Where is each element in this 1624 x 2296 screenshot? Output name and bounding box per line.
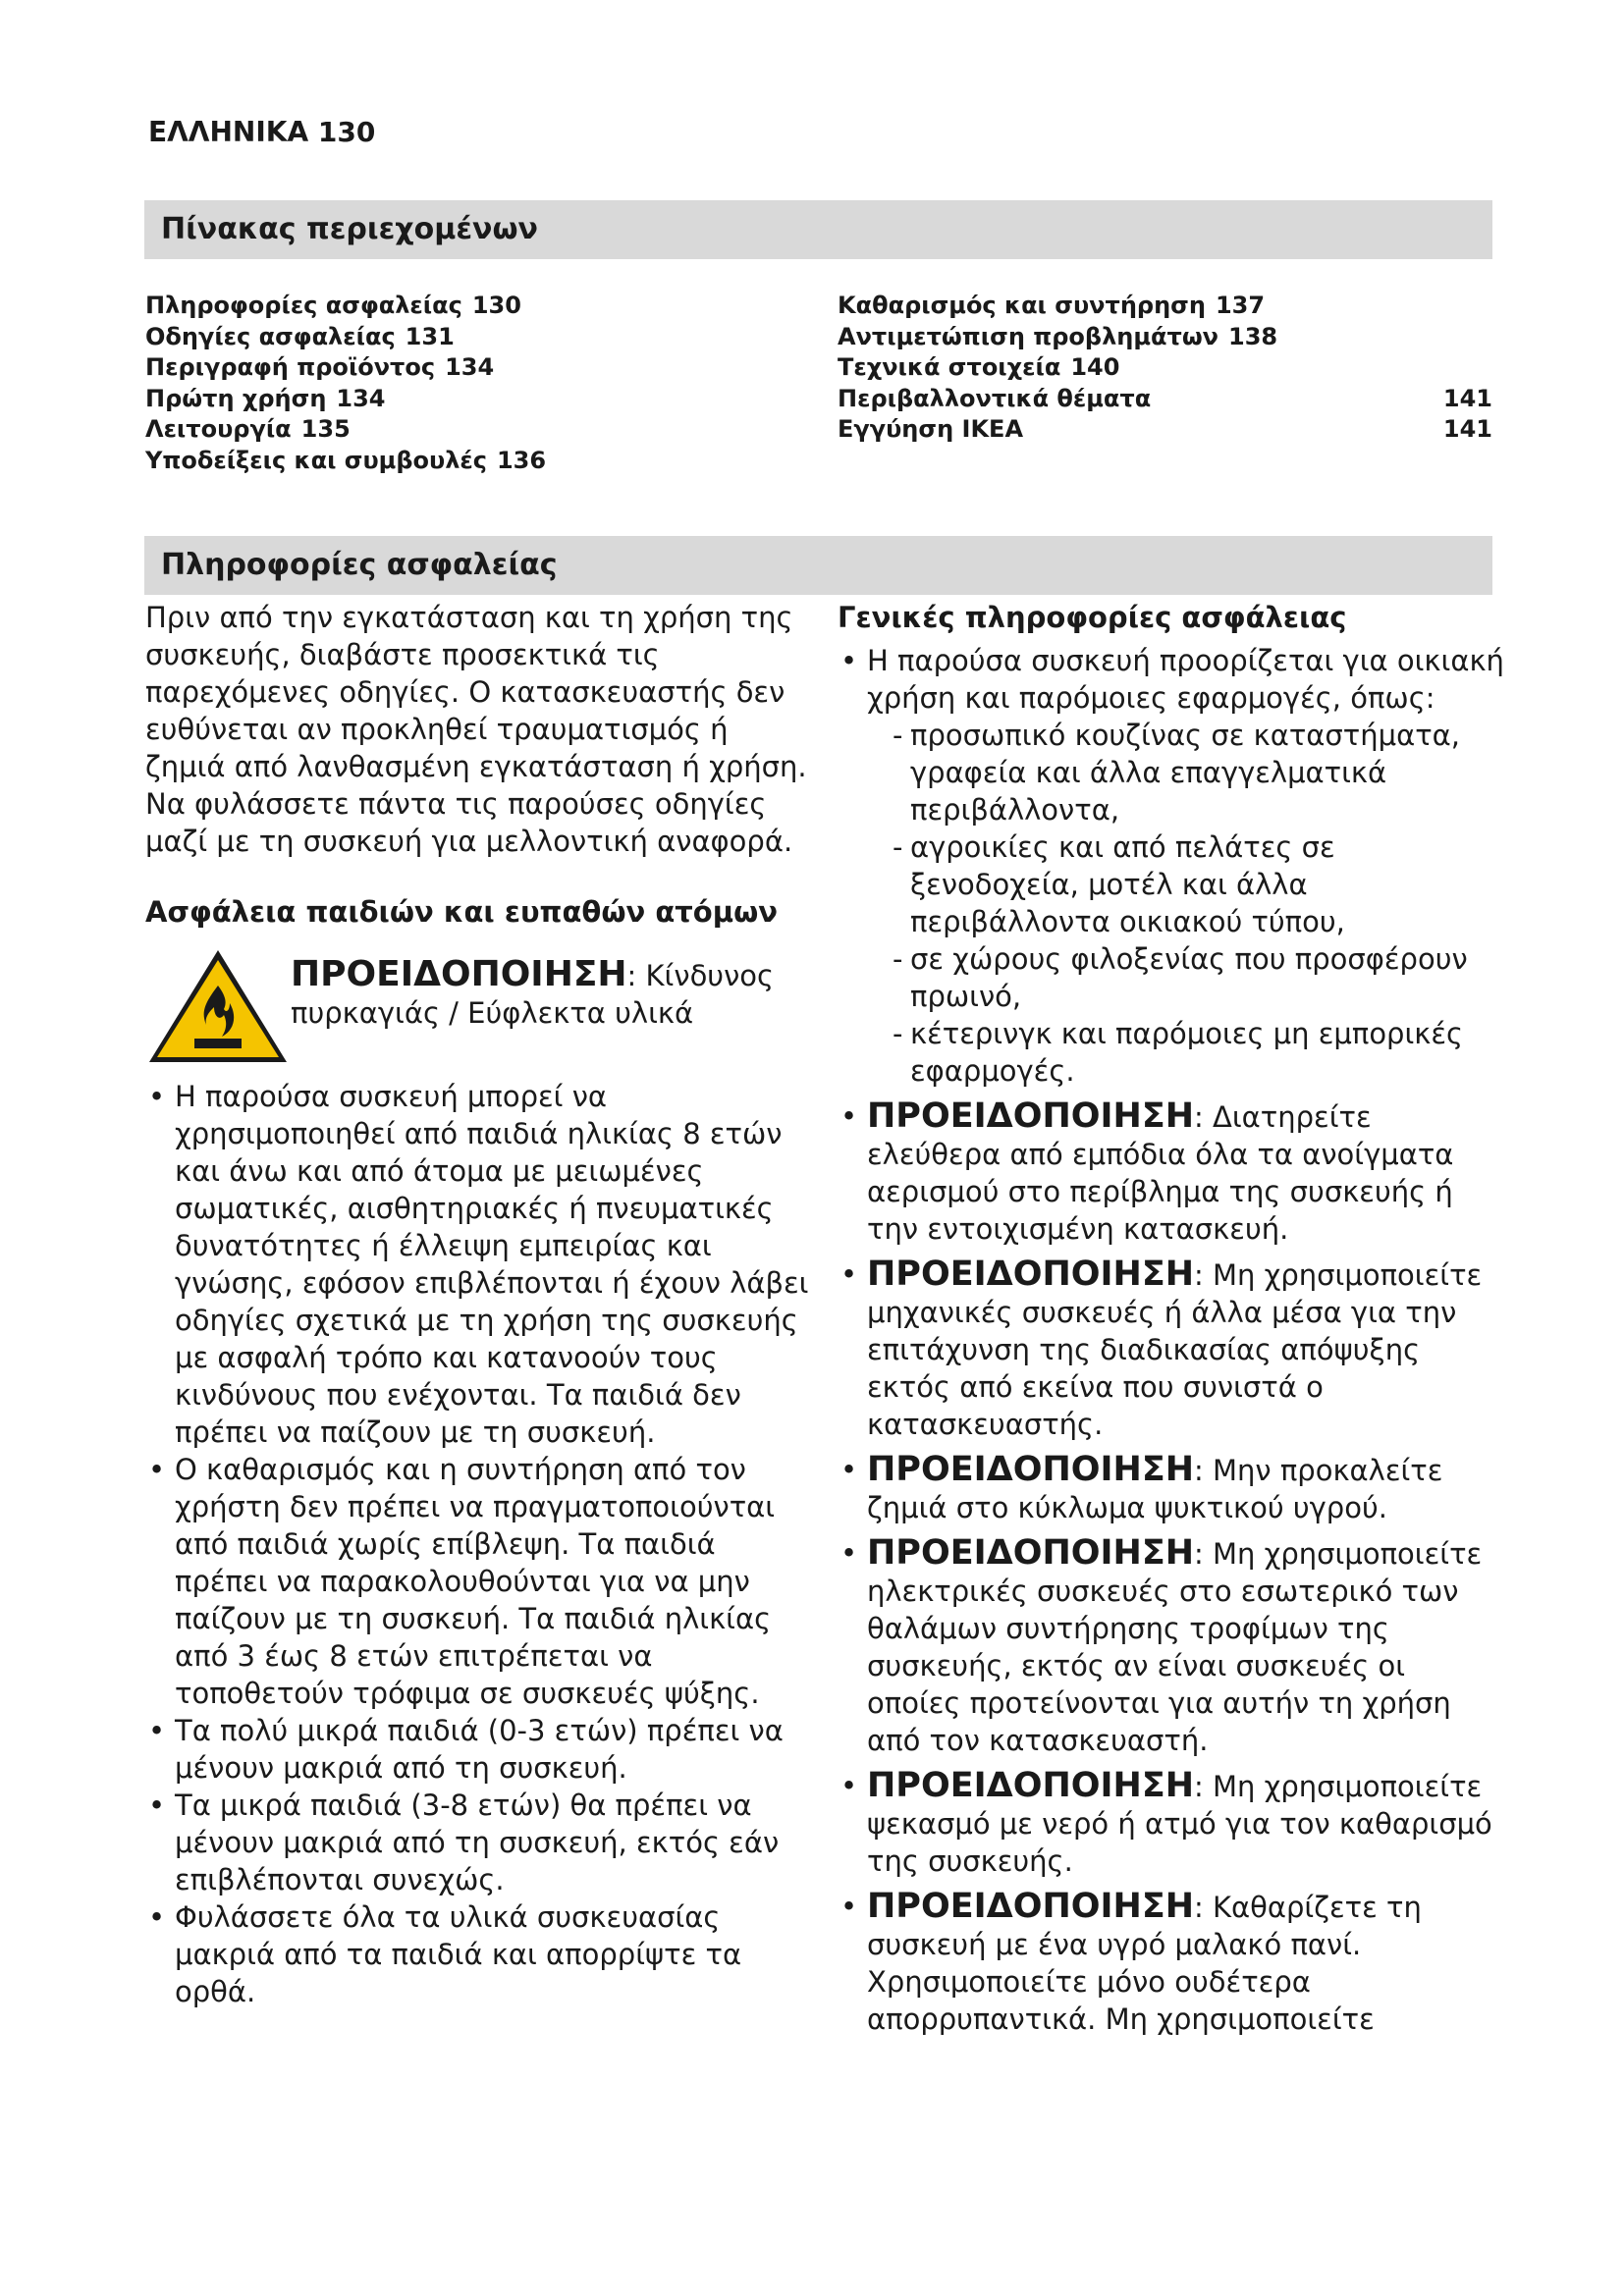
- toc-entry[interactable]: [145, 414, 774, 446]
- warning-label: ΠΡΟΕΙΔΟΠΟΙΗΣΗ: [867, 1533, 1195, 1573]
- toc-entry-title: Περιγραφή προϊόντος: [145, 353, 436, 381]
- safety-right-column: [838, 599, 1505, 2038]
- toc-entry-title: Πρώτη χρήση: [145, 384, 327, 412]
- warning-label: ΠΡΟΕΙΔΟΠΟΙΗΣΗ: [867, 1766, 1195, 1805]
- toc-entry-title: Περιβαλλοντικά θέματα: [838, 384, 1152, 412]
- toc-entry[interactable]: [838, 291, 1492, 322]
- general-heading: Γενικές πληροφορίες ασφάλειας: [838, 601, 1347, 634]
- general-intro-text: Η παρούσα συσκευή προορίζεται για οικιακή χρήση και παρόμοιες εφαρμογές, όπως:: [867, 644, 1504, 715]
- toc-entry[interactable]: [145, 352, 774, 384]
- toc-entry-page: 131: [405, 322, 455, 350]
- toc-left-column: [145, 291, 774, 476]
- toc-entry[interactable]: [145, 446, 774, 477]
- warning-description: : Καθαρίζετε τη συσκευή με ένα υγρό μαλακό πανί. Χρησιμοποιείτε μόνο ουδέτερα απορρυπαντικά. Μη χρησιμοποιείτε: [867, 1891, 1422, 2036]
- toc-title-bar: [144, 200, 1492, 259]
- list-item: • Τα πολύ μικρά παιδιά (0-3 ετών) πρέπει να μένουν μακριά από τη συσκευή.: [145, 1712, 813, 1787]
- list-item: • Τα μικρά παιδιά (3-8 ετών) θα πρέπει να μένουν μακριά από τη συσκευή, εκτός εάν επιβλέπονται συνεχώς.: [145, 1787, 813, 1898]
- warning-label: ΠΡΟΕΙΔΟΠΟΙΗΣΗ: [291, 954, 627, 994]
- toc-entry[interactable]: [145, 384, 774, 415]
- toc-entry-title: Υποδείξεις και συμβουλές: [145, 446, 487, 474]
- warning-label: ΠΡΟΕΙΔΟΠΟΙΗΣΗ: [867, 1096, 1195, 1136]
- toc-entry-page: 134: [445, 353, 495, 381]
- warning-item: [838, 1767, 1505, 1880]
- toc-entry-page: 138: [1228, 322, 1278, 350]
- sublist-item: - προσωπικό κουζίνας σε καταστήματα, γραφεία και άλλα επαγγελματικά περιβάλλοντα,: [893, 717, 1505, 828]
- children-heading: Ασφάλεια παιδιών και ευπαθών ατόμων: [145, 895, 779, 929]
- safety-left-column: [145, 599, 813, 2010]
- sublist-item: - αγροικίες και από πελάτες σε ξενοδοχεία, μοτέλ και άλλα περιβάλλοντα οικιακού τύπου,: [893, 828, 1505, 940]
- fire-hazard-icon: [145, 946, 291, 1066]
- warning-description: : Μη χρησιμοποιείτε ψεκασμό με νερό ή ατμό για τον καθαρισμό της συσκευής.: [867, 1770, 1492, 1878]
- usage-sublist: [867, 717, 1505, 1090]
- toc-entry-title: Λειτουργία: [145, 415, 292, 443]
- warning-description: : Διατηρείτε ελεύθερα από εμπόδια όλα τα ανοίγματα αερισμού στο περίβλημα της συσκευής ή την εντοιχισμένη κατασκευή.: [867, 1100, 1454, 1246]
- toc-right-column: [838, 291, 1492, 446]
- toc-entry-title: Αντιμετώπιση προβλημάτων: [838, 322, 1219, 350]
- toc-entry-title: Εγγύηση IKEA: [838, 415, 1024, 443]
- list-item: • Φυλάσσετε όλα τα υλικά συσκευασίας μακριά από τα παιδιά και απορρίψτε τα ορθά.: [145, 1898, 813, 2010]
- fire-warning: [145, 946, 813, 1066]
- warning-label: ΠΡΟΕΙΔΟΠΟΙΗΣΗ: [867, 1450, 1195, 1489]
- toc-entry-title: Καθαρισμός και συντήρηση: [838, 292, 1206, 319]
- warning-label: ΠΡΟΕΙΔΟΠΟΙΗΣΗ: [867, 1887, 1195, 1926]
- warning-description: : Μη χρησιμοποιείτε μηχανικές συσκευές ή άλλα μέσα για την επιτάχυνση της διαδικασίας απόψυξης εκτός από εκείνα που συνιστά ο κατασκευαστής.: [867, 1258, 1483, 1441]
- toc-entry-page: 135: [300, 415, 351, 443]
- fire-warning-text: [291, 946, 813, 1032]
- warning-item: [838, 1451, 1505, 1526]
- list-item: • Η παρούσα συσκευή μπορεί να χρησιμοποιηθεί από παιδιά ηλικίας 8 ετών και άνω και από άτομα με μειωμένες σωματικές, αισθητηριακές ή πνευματικές δυνατότητες ή έλλειψη εμπειρίας και γνώσης, εφόσον επιβλέπονται ή έχουν λάβει οδηγίες σχετικά με τη χρήση της συσκευής με ασφαλή τρόπο και κατανοούν τους κινδύνους που ενέχονται. Τα παιδιά δεν πρέπει να παίζουν με τη συσκευή.: [145, 1078, 813, 1451]
- safety-intro: Πριν από την εγκατάσταση και τη χρήση της συσκευής, διαβάστε προσεκτικά τις παρεχόμενες οδηγίες. Ο κατασκευαστής δεν ευθύνεται αν προκληθεί τραυματισμός ή ζημιά από λανθασμένη εγκατάσταση ή χρήση. Να φυλάσσετε πάντα τις παρούσες οδηγίες μαζί με τη συσκευή για μελλοντική αναφορά.: [145, 601, 807, 858]
- toc-entry-title: Οδηγίες ασφαλείας: [145, 322, 396, 350]
- toc-entry-page: 134: [336, 384, 386, 412]
- toc-entry[interactable]: [145, 291, 774, 322]
- list-item: [838, 642, 1505, 1090]
- warning-description: : Μη χρησιμοποιείτε ηλεκτρικές συσκευές στο εσωτερικό των θαλάμων συντήρησης τροφίμων της συσκευής, εκτός αν είναι συσκευές οι οποίες προτείνονται για αυτήν τη χρήση από τον κατασκευαστή.: [867, 1537, 1483, 1757]
- warning-item: [838, 1888, 1505, 2038]
- toc-entry-page: 141: [1442, 415, 1492, 443]
- warning-item: [838, 1255, 1505, 1443]
- toc-entry-title: Τεχνικά στοιχεία: [838, 353, 1061, 381]
- sublist-item: - σε χώρους φιλοξενίας που προσφέρουν πρωινό,: [893, 940, 1505, 1015]
- toc-entry-page: 136: [496, 446, 547, 474]
- toc-entry-title: Πληροφορίες ασφαλείας: [145, 292, 462, 319]
- warning-description: : Κίνδυνος πυρκαγιάς / Εύφλεκτα υλικά: [291, 959, 775, 1030]
- toc-entry-page: 137: [1215, 292, 1266, 319]
- safety-title-bar: [144, 536, 1492, 595]
- list-item: • Ο καθαρισμός και η συντήρηση από τον χρήστη δεν πρέπει να πραγματοποιούνται από παιδιά χωρίς επίβλεψη. Τα παιδιά πρέπει να παρακολουθούνται για να μην παίζουν με τη συσκευή. Τα παιδιά ηλικίας από 3 έως 8 ετών επιτρέπεται να τοποθετούν τρόφιμα σε συσκευές ψύξης.: [145, 1451, 813, 1712]
- toc-entry[interactable]: [838, 414, 1492, 446]
- warning-item: [838, 1534, 1505, 1759]
- general-list: [838, 642, 1505, 2038]
- warning-label: ΠΡΟΕΙΔΟΠΟΙΗΣΗ: [867, 1255, 1195, 1294]
- children-list: [145, 1078, 813, 2010]
- toc-entry[interactable]: [838, 322, 1492, 353]
- sublist-item: - κέτερινγκ και παρόμοιες μη εμπορικές εφαρμογές.: [893, 1015, 1505, 1090]
- toc-entry[interactable]: [838, 384, 1492, 415]
- toc-entry[interactable]: [838, 352, 1492, 384]
- toc-entry[interactable]: [145, 322, 774, 353]
- page-header: ΕΛΛΗΝΙΚΑ 130: [148, 116, 376, 148]
- toc-entry-page: 141: [1442, 384, 1492, 412]
- toc-entry-page: 140: [1070, 353, 1120, 381]
- toc-entry-page: 130: [471, 292, 521, 319]
- warning-item: [838, 1097, 1505, 1248]
- warning-description: : Μην προκαλείτε ζημιά στο κύκλωμα ψυκτικού υγρού.: [867, 1454, 1443, 1524]
- safety-title: Πληροφορίες ασφαλείας: [161, 548, 558, 582]
- toc-title: Πίνακας περιεχομένων: [161, 212, 538, 246]
